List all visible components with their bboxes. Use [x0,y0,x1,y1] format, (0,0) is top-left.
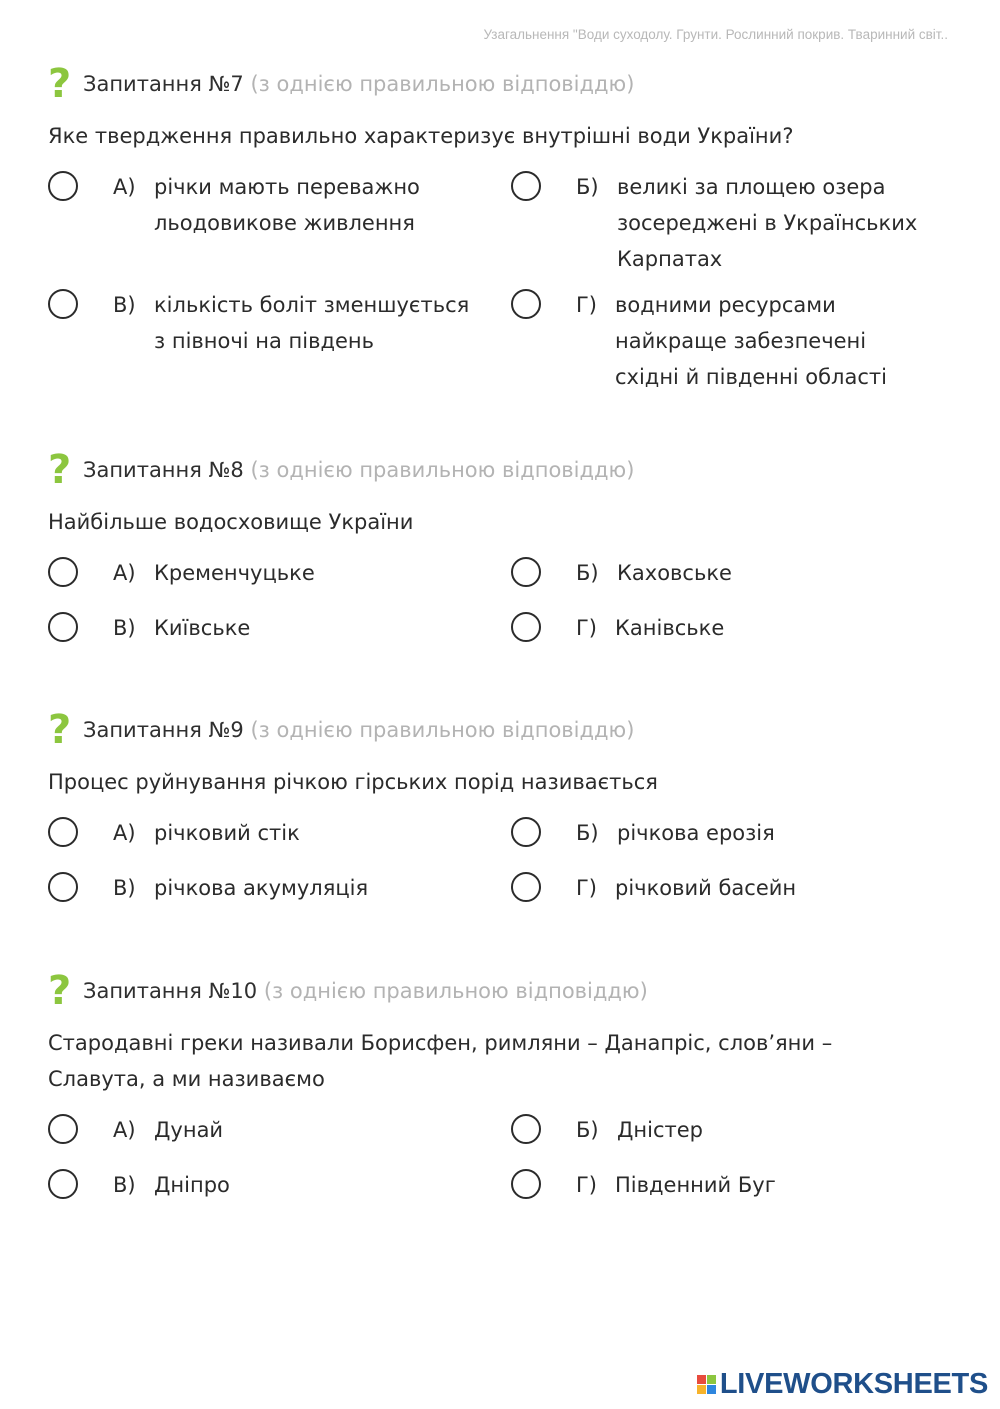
question-title [48,61,948,107]
logo-square [707,1375,716,1384]
radio-button[interactable] [511,1169,541,1199]
question-text: Яке твердження правильно характеризує внутрішні води України? [48,124,794,148]
option-text: Кременчуцьке [154,561,315,585]
logo-mark-icon [697,1375,716,1394]
question-text: Процес руйнування річкою гірських порід називається [48,770,658,794]
option-text: Дунай [154,1118,224,1142]
question-type-note: (з однією правильною відповіддю) [263,979,648,1003]
option-letter: В) [113,616,136,640]
logo-square [697,1375,706,1384]
liveworksheets-logo [697,1367,988,1401]
option-text: річковий басейн [615,876,797,900]
answer-options [48,817,948,907]
question-9 [48,707,948,907]
worksheet-header: Узагальнення "Води суходолу. Грунти. Рослинний покрив. Тваринний світ.. [483,27,948,42]
question-title [48,447,948,493]
logo-text: LIVEWORKSHEETS [719,1367,988,1400]
option-letter: Б) [576,561,599,585]
option-text: річковий стік [154,821,300,845]
radio-button[interactable] [511,557,541,587]
radio-button[interactable] [48,1169,78,1199]
option-letter: А) [113,821,136,845]
question-type-note: (з однією правильною відповіддю) [250,72,635,96]
option-letter: Г) [576,616,597,640]
option-letter: А) [113,1118,136,1142]
option-text: великі за площею озера зосереджені в Українських Карпатах [617,175,918,271]
question-8 [48,447,948,647]
radio-button[interactable] [48,872,78,902]
question-mark-icon: ? [48,61,72,107]
radio-button[interactable] [48,171,78,201]
option-letter: А) [113,561,136,585]
option-letter: А) [113,175,136,199]
question-title [48,968,948,1014]
question-text: Стародавні греки називали Борисфен, римляни – Данапріс, слов’яни – Славута, а ми називаємо [48,1031,833,1091]
option-letter: Б) [576,175,599,199]
radio-button[interactable] [511,1114,541,1144]
option-letter: Б) [576,1118,599,1142]
question-number: Запитання №8 [83,458,244,482]
question-number: Запитання №7 [83,72,244,96]
question-mark-icon: ? [48,707,72,753]
radio-button[interactable] [511,872,541,902]
question-title [48,707,948,753]
question-number: Запитання №10 [83,979,258,1003]
option-letter: В) [113,1173,136,1197]
radio-button[interactable] [511,289,541,319]
radio-button[interactable] [511,817,541,847]
option-letter: Г) [576,293,597,317]
logo-square [707,1385,716,1394]
answer-options [48,1114,948,1204]
radio-button[interactable] [48,817,78,847]
radio-button[interactable] [48,557,78,587]
option-text: річкова акумуляція [154,876,369,900]
option-letter: В) [113,876,136,900]
radio-button[interactable] [48,1114,78,1144]
option-text: Дніпро [154,1173,230,1197]
question-mark-icon: ? [48,968,72,1014]
question-10 [48,968,948,1204]
question-number: Запитання №9 [83,718,244,742]
radio-button[interactable] [48,612,78,642]
option-letter: Б) [576,821,599,845]
option-letter: Г) [576,1173,597,1197]
option-text: Київське [154,616,251,640]
radio-button[interactable] [511,171,541,201]
answer-options [48,557,948,647]
question-mark-icon: ? [48,447,72,493]
radio-button[interactable] [48,289,78,319]
logo-square [697,1385,706,1394]
question-text: Найбільше водосховище України [48,510,414,534]
option-letter: В) [113,293,136,317]
option-text: річкова ерозія [617,821,775,845]
question-7 [48,61,948,391]
option-text: Південний Буг [615,1173,776,1197]
option-text: Канівське [615,616,725,640]
option-text: річки мають переважно льодовикове живлення [154,175,420,235]
answer-options [48,171,948,391]
radio-button[interactable] [511,612,541,642]
question-type-note: (з однією правильною відповіддю) [250,458,635,482]
option-text: Каховське [617,561,732,585]
option-text: Дністер [617,1118,703,1142]
option-text: кількість боліт зменшується з півночі на південь [154,293,470,353]
question-type-note: (з однією правильною відповіддю) [250,718,635,742]
option-letter: Г) [576,876,597,900]
option-text: водними ресурсами найкраще забезпечені східні й південні області [615,293,887,389]
